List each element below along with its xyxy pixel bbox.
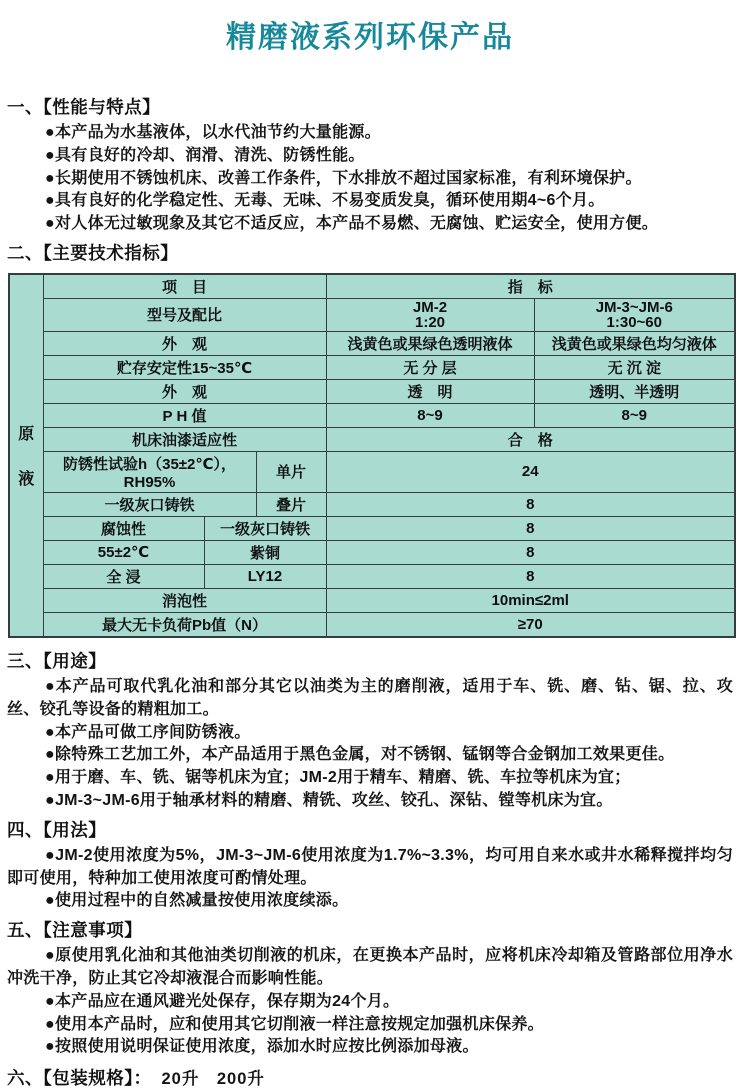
cell-sublabel: 单片 — [256, 451, 326, 492]
bullet-item: ●本产品可取代乳化油和部分其它以油类为主的磨削液，适用于车、铣、磨、钻、锯、拉、攻丝、铰孔等设备的精粗加工。 — [7, 677, 733, 718]
table-row-load — [9, 612, 735, 637]
cell-model-jm2 — [326, 298, 534, 331]
side-label-stock-solution — [12, 421, 41, 489]
cell-label: 全 浸 — [43, 564, 204, 588]
section-specs — [7, 240, 733, 638]
cell-value: ≥70 — [326, 612, 735, 637]
doc-title: 精磨液系列环保产品 — [226, 21, 514, 54]
cell-label: 腐蚀性 — [43, 516, 204, 540]
cell-value: 合 格 — [326, 427, 735, 451]
bullet-item: ●JM-2使用浓度为5%，JM-3~JM-6使用浓度为1.7%~3.3%，均可用自来水或井水稀释搅拌均匀即可使用，特种加工使用浓度可酌情处理。 — [7, 846, 733, 887]
section-heading-precautions: 五、【注意事项】 — [7, 920, 143, 941]
cell-label: P H 值 — [43, 403, 326, 427]
header-index: 指 标 — [326, 274, 735, 299]
bullet-item: ●使用本产品时，应和使用其它切削液一样注意按规定加强机床保养。 — [45, 1015, 544, 1033]
bullet-item: ●使用过程中的自然减量按使用浓度续添。 — [45, 892, 349, 910]
cell-model-jm3-6 — [534, 298, 735, 331]
cell-value: 8 — [326, 540, 735, 564]
model-ratio: 1:20 — [414, 313, 446, 331]
table-row-appearance1 — [9, 331, 735, 355]
table-row-model — [9, 298, 735, 331]
cell-label: 外 观 — [43, 379, 326, 403]
section-precautions — [7, 917, 733, 1059]
model-name: JM-3~JM-6 — [595, 298, 673, 316]
cell-label: 最大无卡负荷Pb值（N） — [43, 612, 326, 637]
bullet-item: ●本产品为水基液体，以水代油节约大量能源。 — [45, 124, 381, 141]
cell-sublabel: 一级灰口铸铁 — [204, 516, 326, 540]
section-heading-uses: 三、【用途】 — [7, 650, 107, 671]
bullet-item: ●本产品应在通风避光处保存，保存期为24个月。 — [45, 992, 400, 1010]
table-side-cell — [9, 274, 43, 637]
cell-label: 贮存安定性15~35℃ — [43, 355, 326, 379]
table-row-corrosion1 — [9, 516, 735, 540]
section-heading-packaging: 六、【包装规格】： — [7, 1068, 152, 1089]
bullet-item: ●用于磨、车、铣、锯等机床为宜；JM-2用于精车、精磨、铣、车拉等机床为宜； — [45, 769, 631, 787]
spec-table-container — [8, 273, 733, 638]
bullet-item: ●原使用乳化油和其他油类切削液的机床，在更换本产品时，应将机床冷却箱及管路部位用净水冲洗干净，防止其它冷却液混合而影响性能。 — [7, 947, 733, 987]
cell-value: 透明、半透明 — [534, 379, 735, 403]
cell-value: 无 分 层 — [326, 355, 534, 379]
cell-value: 8~9 — [326, 403, 534, 427]
header-item: 项 目 — [43, 274, 326, 299]
cell-label: 外 观 — [43, 331, 326, 355]
section-features — [7, 94, 733, 236]
table-row-corrosion2 — [9, 540, 735, 564]
table-row-header — [9, 274, 735, 299]
cell-value: 8 — [326, 564, 735, 588]
cell-label: 一级灰口铸铁 — [43, 492, 256, 516]
cell-label: 防锈性试验h（35±2℃），RH95% — [43, 451, 256, 492]
cell-sublabel: LY12 — [204, 564, 326, 588]
packaging-sizes: 20升 200升 — [161, 1070, 265, 1089]
table-row-rust2 — [9, 492, 735, 516]
bullet-item: ●按照使用说明保证使用浓度，添加水时应按比例添加母液。 — [45, 1038, 479, 1056]
cell-label: 机床油漆适应性 — [43, 427, 326, 451]
side-label-char: 液 — [18, 471, 35, 489]
table-row-stability — [9, 355, 735, 379]
cell-value: 24 — [326, 451, 735, 492]
table-row-ph — [9, 403, 735, 427]
cell-value: 10min≤2ml — [326, 588, 735, 612]
cell-label: 消泡性 — [43, 588, 326, 612]
cell-sublabel: 紫铜 — [204, 540, 326, 564]
bullet-item: ●具有良好的冷却、润滑、清洗、防锈性能。 — [45, 146, 365, 164]
model-name: JM-2 — [412, 298, 448, 316]
section-uses — [7, 648, 733, 813]
cell-value: 无 沉 淀 — [534, 355, 735, 379]
cell-value: 8 — [326, 516, 735, 540]
table-row-rust1 — [9, 451, 735, 492]
cell-sublabel: 叠片 — [256, 492, 326, 516]
cell-label: 55±2℃ — [43, 540, 204, 564]
cell-value: 浅黄色或果绿色透明液体 — [326, 331, 534, 355]
section-heading-specs: 二、【主要技术指标】 — [7, 242, 179, 263]
section-heading-usage: 四、【用法】 — [7, 819, 107, 840]
section-heading-features: 一、【性能与特点】 — [7, 97, 161, 117]
bullet-item: ●本产品可做工序间防锈液。 — [45, 723, 251, 741]
bullet-item: ●JM-3~JM-6用于轴承材料的精磨、精铣、攻丝、铰孔、深钻、镗等机床为宜。 — [45, 791, 613, 809]
bullet-item: ●除特殊工艺加工外，本产品适用于黑色金属，对不锈钢、锰钢等合金钢加工效果更佳。 — [45, 746, 675, 764]
side-label-char: 原 — [18, 426, 35, 444]
cell-value: 浅黄色或果绿色均匀液体 — [534, 331, 735, 355]
table-row-paint — [9, 427, 735, 451]
table-row-foam — [9, 588, 735, 612]
cell-value: 透 明 — [326, 379, 534, 403]
section-usage — [7, 817, 733, 913]
bullet-item: ●具有良好的化学稳定性、无毒、无味、不易变质发臭，循环使用期4~6个月。 — [45, 192, 605, 210]
section-packaging — [7, 1065, 733, 1090]
table-row-corrosion3 — [9, 564, 735, 588]
bullet-item: ●长期使用不锈蚀机床、改善工作条件，下水排放不超过国家标准，有利环境保护。 — [45, 169, 642, 187]
cell-model-label: 型号及配比 — [43, 298, 326, 331]
model-ratio: 1:30~60 — [606, 313, 662, 331]
bullet-item: ●对人体无过敏现象及其它不适反应，本产品不易燃、无腐蚀、贮运安全，使用方便。 — [45, 215, 659, 233]
table-row-appearance2 — [9, 379, 735, 403]
spec-table — [8, 273, 736, 638]
cell-value: 8~9 — [534, 403, 735, 427]
cell-value: 8 — [326, 492, 735, 516]
